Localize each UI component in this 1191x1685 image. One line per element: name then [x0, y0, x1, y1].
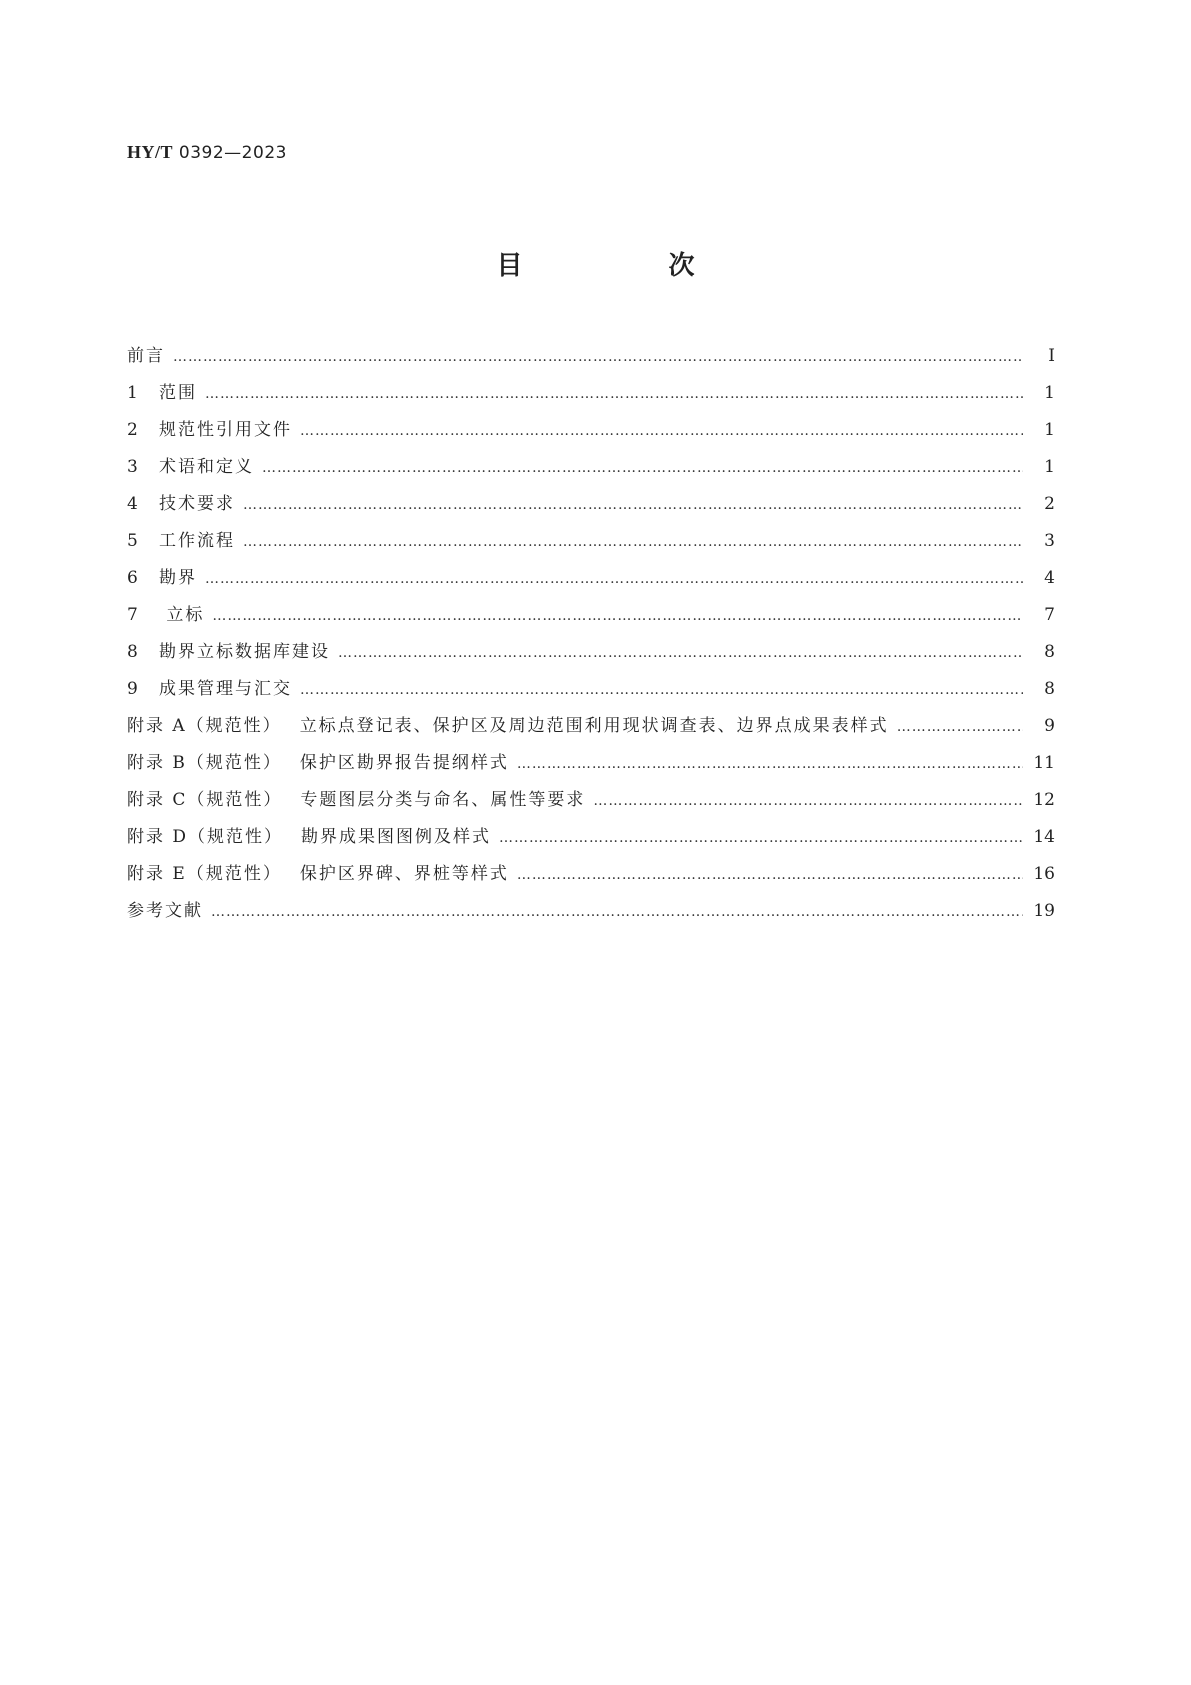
toc-entry-number: 1: [127, 383, 138, 403]
toc-entry-number: 2: [127, 420, 138, 440]
toc-entry-label: [127, 711, 889, 736]
toc-entry-text: 成果管理与汇交: [159, 679, 292, 699]
page-title: 目 次: [496, 251, 755, 281]
leader-dots: [499, 830, 1023, 846]
toc-entry-label: [127, 859, 509, 884]
toc-entry-label: [127, 748, 509, 773]
toc-entry-page: 8: [1044, 679, 1055, 699]
leader-dots: [897, 719, 1023, 735]
leader-dots: [300, 423, 1023, 439]
leader-dots: [593, 793, 1023, 809]
toc-entry-page: 11: [1033, 753, 1055, 773]
toc-entry-text: 工作流程: [159, 531, 235, 551]
leader-dots: [338, 645, 1023, 661]
toc-entry-number: 6: [127, 568, 138, 588]
toc-entry-text: 术语和定义: [159, 457, 254, 477]
leader-dots: [173, 349, 1023, 365]
leader-dots: [517, 867, 1023, 883]
toc-entry-text: 立标: [159, 605, 205, 625]
toc-entry-label: [127, 822, 491, 847]
toc-entry-page: 9: [1044, 716, 1055, 736]
toc-entry-annex-d[interactable]: [127, 822, 1055, 859]
toc-entry-page: 3: [1044, 531, 1055, 551]
toc-entry-number: 3: [127, 457, 138, 477]
toc-entry-label: [127, 637, 330, 662]
toc-entry-label: [127, 415, 292, 440]
toc-entry-page: 2: [1044, 494, 1055, 514]
toc-entry-annex-a[interactable]: [127, 711, 1055, 748]
toc-entry-label: [127, 526, 235, 551]
toc-entry-label: [127, 563, 197, 588]
toc-entry-annex-e[interactable]: [127, 859, 1055, 896]
toc-entry-preface[interactable]: [127, 341, 1055, 378]
toc-entry-page: 1: [1044, 457, 1055, 477]
annex-title: 立标点登记表、保护区及周边范围利用现状调查表、边界点成果表样式: [299, 716, 889, 736]
leader-dots: [205, 571, 1023, 587]
toc-entry-page: 7: [1044, 605, 1055, 625]
table-of-contents: [127, 341, 1055, 933]
annex-label: 附录 C（规范性）: [127, 790, 283, 810]
toc-entry-number: 5: [127, 531, 138, 551]
toc-entry-page: 4: [1044, 568, 1055, 588]
toc-entry-page: Ⅰ: [1048, 346, 1055, 366]
toc-entry-label: [127, 600, 204, 625]
toc-entry-text: 规范性引用文件: [159, 420, 292, 440]
toc-entry-5[interactable]: [127, 526, 1055, 563]
toc-entry-label: [127, 489, 235, 514]
annex-label: 附录 A（规范性）: [127, 716, 282, 736]
toc-entry-8[interactable]: [127, 637, 1055, 674]
toc-entry-annex-c[interactable]: [127, 785, 1055, 822]
leader-dots: [211, 904, 1023, 920]
toc-entry-label: 前言: [127, 346, 165, 366]
leader-dots: [262, 460, 1023, 476]
leader-dots: [517, 756, 1023, 772]
toc-entry-number: 8: [127, 642, 138, 662]
standard-prefix: HY/T: [127, 142, 174, 162]
leader-dots: [243, 497, 1023, 513]
toc-entry-number: 7: [127, 605, 138, 625]
leader-dots: [300, 682, 1023, 698]
toc-entry-text: 技术要求: [159, 494, 235, 514]
toc-entry-text: 勘界立标数据库建设: [159, 642, 330, 662]
toc-entry-label: 参考文献: [127, 901, 203, 921]
standard-code: [127, 142, 287, 163]
standard-number: 0392—2023: [178, 143, 287, 163]
toc-entry-2[interactable]: [127, 415, 1055, 452]
toc-entry-annex-b[interactable]: [127, 748, 1055, 785]
toc-entry-text: 勘界: [159, 568, 197, 588]
toc-entry-number: 9: [127, 679, 138, 699]
toc-entry-4[interactable]: [127, 489, 1055, 526]
leader-dots: [212, 608, 1023, 624]
toc-entry-1[interactable]: [127, 378, 1055, 415]
annex-label: 附录 D（规范性）: [127, 827, 284, 847]
toc-entry-number: 4: [127, 494, 138, 514]
toc-entry-page: 19: [1033, 901, 1055, 921]
annex-label: 附录 E（规范性）: [127, 864, 282, 884]
toc-entry-label: [127, 785, 585, 810]
annex-label: 附录 B（规范性）: [127, 753, 282, 773]
toc-entry-label: [127, 674, 292, 699]
toc-entry-page: 14: [1033, 827, 1055, 847]
toc-entry-references[interactable]: [127, 896, 1055, 933]
toc-entry-9[interactable]: [127, 674, 1055, 711]
toc-entry-page: 1: [1044, 383, 1055, 403]
toc-entry-page: 12: [1033, 790, 1055, 810]
toc-entry-label: [127, 452, 254, 477]
toc-entry-page: 8: [1044, 642, 1055, 662]
annex-title: 专题图层分类与命名、属性等要求: [300, 790, 586, 810]
toc-entry-page: 1: [1044, 420, 1055, 440]
toc-entry-7[interactable]: [127, 600, 1055, 637]
toc-entry-page: 16: [1033, 864, 1055, 884]
annex-title: 保护区勘界报告提纲样式: [299, 753, 509, 773]
toc-entry-text: 范围: [159, 383, 197, 403]
toc-entry-label: [127, 378, 197, 403]
annex-title: 勘界成果图图例及样式: [301, 827, 492, 847]
toc-entry-6[interactable]: [127, 563, 1055, 600]
toc-entry-3[interactable]: [127, 452, 1055, 489]
leader-dots: [205, 386, 1023, 402]
annex-title: 保护区界碑、界桩等样式: [299, 864, 509, 884]
leader-dots: [243, 534, 1023, 550]
